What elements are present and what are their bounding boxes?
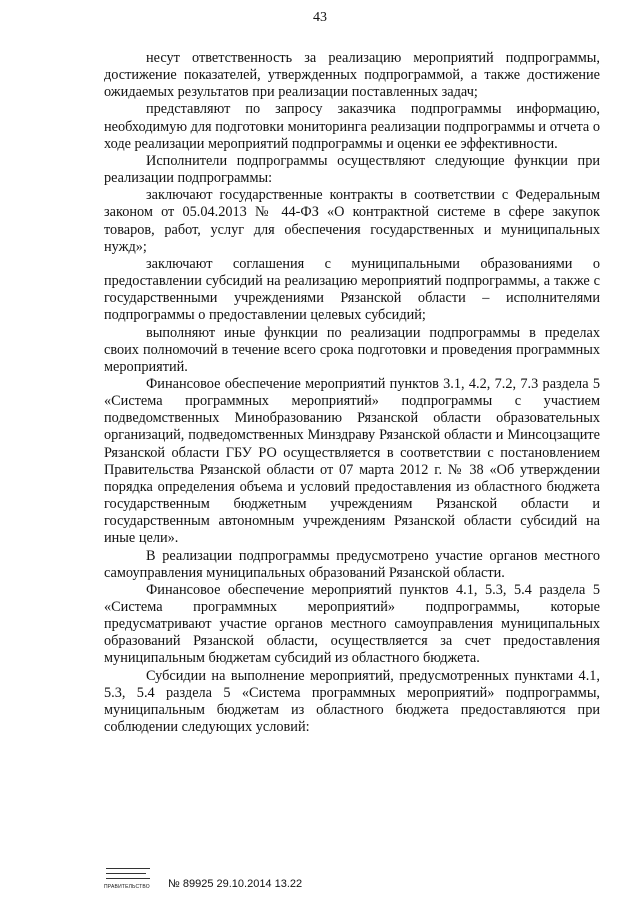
registration-number: № 89925 29.10.2014 13.22 <box>168 878 303 890</box>
paragraph: несут ответственность за реализацию мероприятий подпрограммы, достижение показателей, утвержденных подпрограммой, а также достижение ожидаемых результатов при реализации поставленных задач; <box>104 50 600 101</box>
paragraph: Финансовое обеспечение мероприятий пунктов 3.1, 4.2, 7.2, 7.3 раздела 5 «Система программных мероприятий» подпрограммы с участием подведомственных Минобразованию Рязанской области образовательных организаций, подведомственных Минздраву Рязанской области и Минсоцзащите Рязанской области ГБУ РО осуществляется в соответствии с постановлением Правительства Рязанской области от 07 марта 2012 г. № 38 «Об утверждении порядка определения объема и условий предоставления из областного бюджета государственным бюджетным учреждениям Рязанской области и государственным автономным учреждениям Рязанской области субсидий на иные цели». <box>104 375 600 547</box>
paragraph: заключают соглашения с муниципальными образованиями о предоставлении субсидий на реализацию мероприятий подпрограммы, а также с государственными учреждениями Рязанской области – исполнителями подпрограммы о предоставлении целевых субсидий; <box>104 255 600 324</box>
paragraph: Исполнители подпрограммы осуществляют следующие функции при реализации подпрограммы: <box>104 152 600 187</box>
paragraph: Субсидии на выполнение мероприятий, предусмотренных пунктами 4.1, 5.3, 5.4 раздела 5 «Система программных мероприятий» подпрограммы, муниципальным бюджетам из областного бюджета предоставляются при соблюдении следующих условий: <box>104 667 600 736</box>
paragraph: выполняют иные функции по реализации подпрограммы в пределах своих полномочий в течение всего срока подготовки и проведения программных мероприятий. <box>104 324 600 375</box>
registration-stamp <box>104 866 154 890</box>
paragraph: В реализации подпрограммы предусмотрено участие органов местного самоуправления муниципальных образований Рязанской области. <box>104 547 600 581</box>
page-number: 43 <box>313 10 327 25</box>
document-footer <box>104 864 302 890</box>
paragraph: заключают государственные контракты в соответствии с Федеральным законом от 05.04.2013 № 44-ФЗ «О контрактной системе в сфере закупок товаров, работ, услуг для обеспечения государственных и муниципальных нужд»; <box>104 187 600 255</box>
document-body <box>104 50 600 736</box>
paragraph: Финансовое обеспечение мероприятий пунктов 4.1, 5.3, 5.4 раздела 5 «Система программных мероприятий» подпрограммы, которые предусматривают участие органов местного самоуправления муниципальных образований Рязанской области, осуществляется за счет предоставления муниципальным бюджетам субсидий из областного бюджета. <box>104 581 600 667</box>
stamp-caption: ПРАВИТЕЛЬСТВО <box>104 884 150 890</box>
paragraph: представляют по запросу заказчика подпрограммы информацию, необходимую для подготовки мониторинга реализации подпрограммы и отчета о ходе реализации мероприятий подпрограммы и оценки ее эффективности. <box>104 101 600 152</box>
